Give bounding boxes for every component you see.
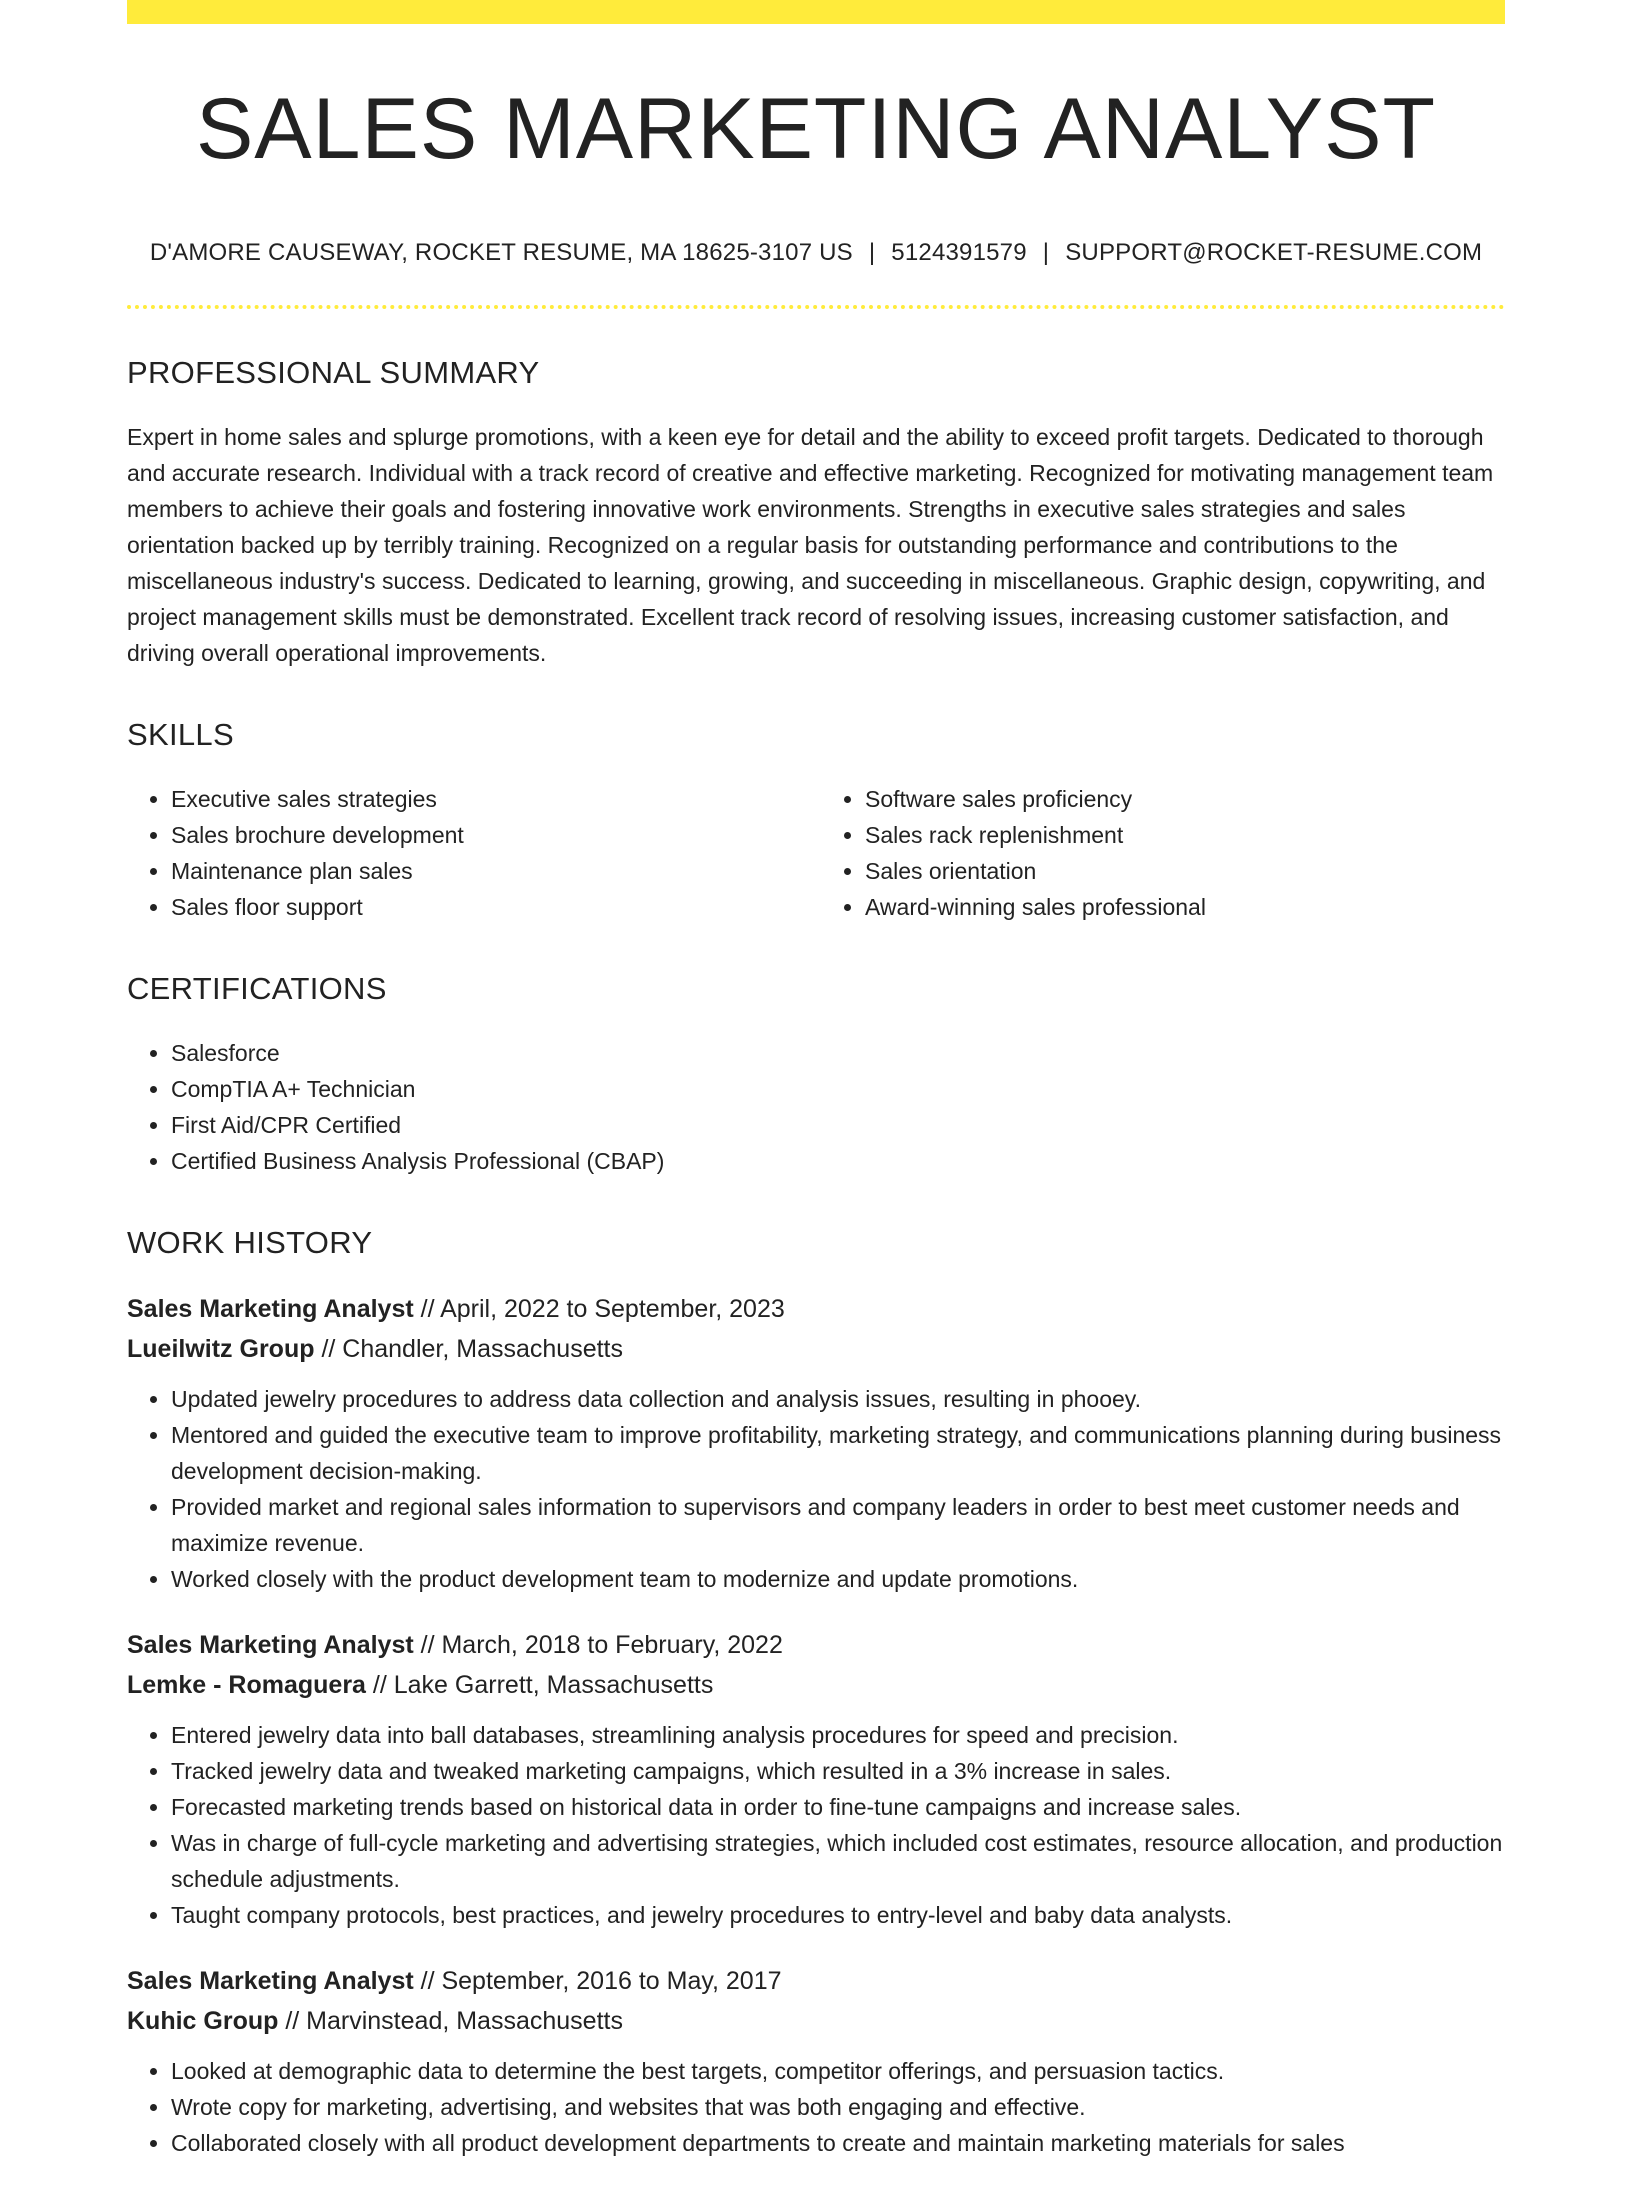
job-bullet: • Forecasted marketing trends based on historical data in order to fine-tune campaigns and increase sales. [171,1789,1505,1825]
job-company-line [127,1665,1505,1705]
job-bullet: • Wrote copy for marketing, advertising, and websites that was both engaging and effective. [171,2089,1505,2125]
skill-item: • Sales rack replenishment [865,817,1505,853]
job-bullet: • Collaborated closely with all product development departments to create and maintain marketing materials for sales [171,2125,1505,2161]
job-company-line [127,1329,1505,1369]
certification-item: • Certified Business Analysis Professional (CBAP) [171,1143,1505,1179]
skill-item: • Executive sales strategies [171,781,811,817]
job-dates: // March, 2018 to February, 2022 [413,1630,783,1659]
contact-address: D'AMORE CAUSEWAY, ROCKET RESUME, MA 18625-3107 US [149,238,853,266]
summary-text: Expert in home sales and splurge promotions, with a keen eye for detail and the ability to exceed profit targets. Dedicated to thorough and accurate research. Individual with a track record of creative and effective marketing. Recognized for motivating management team members to achieve their goals and fostering innovative work environments. Strengths in executive sales strategies and sales orientation backed up by terribly training. Recognized on a regular basis for outstanding performance and contributions to the miscellaneous industry's success. Dedicated to learning, growing, and succeeding in miscellaneous. Graphic design, copywriting, and project management skills must be demonstrated. Excellent track record of resolving issues, increasing customer satisfaction, and driving overall operational improvements. [127,423,1494,666]
job-bullet: • Entered jewelry data into ball databases, streamlining analysis procedures for speed and precision. [171,1717,1505,1753]
top-accent-bar [127,0,1505,24]
skill-item: • Sales brochure development [171,817,811,853]
skill-item: • Maintenance plan sales [171,853,811,889]
resume-page [127,0,1505,2189]
contact-email: SUPPORT@ROCKET-RESUME.COM [1065,238,1483,266]
job-bullets [127,2053,1505,2161]
skill-item: • Sales floor support [171,889,811,925]
job-bullets [127,1381,1505,1597]
job-bullet: • Worked closely with the product development team to modernize and update promotions. [171,1561,1505,1597]
job-entry [127,1625,1505,1933]
skills-heading: SKILLS [127,716,234,752]
job-location: // Lake Garrett, Massachusetts [365,1670,714,1699]
skills-list-right [821,781,1505,925]
job-company: Kuhic Group [127,2006,279,2035]
job-title-line [127,1625,1505,1665]
resume-title: SALES MARKETING ANALYST [195,81,1437,177]
job-location: // Chandler, Massachusetts [314,1334,623,1363]
job-title-line [127,1289,1505,1329]
contact-separator: | [868,238,876,266]
work-history-heading: WORK HISTORY [127,1224,373,1260]
job-title: Sales Marketing Analyst [127,1630,414,1659]
job-company-line [127,2001,1505,2041]
job-bullet: • Looked at demographic data to determine the best targets, competitor offerings, and persuasion tactics. [171,2053,1505,2089]
certifications-heading: CERTIFICATIONS [127,970,387,1006]
job-bullet: • Updated jewelry procedures to address data collection and analysis issues, resulting in phooey. [171,1381,1505,1417]
job-bullet: • Mentored and guided the executive team to improve profitability, marketing strategy, and communications planning during business development decision-making. [171,1417,1505,1489]
job-title: Sales Marketing Analyst [127,1966,414,1995]
skills-list-left [127,781,811,925]
contact-line [127,239,1505,267]
job-bullet: • Was in charge of full-cycle marketing and advertising strategies, which included cost estimates, resource allocation, and production schedule adjustments. [171,1825,1505,1897]
skill-item: • Award-winning sales professional [865,889,1505,925]
job-bullet: • Tracked jewelry data and tweaked marketing campaigns, which resulted in a 3% increase in sales. [171,1753,1505,1789]
skill-item: • Sales orientation [865,853,1505,889]
job-dates: // September, 2016 to May, 2017 [413,1966,782,1995]
contact-phone: 5124391579 [891,238,1027,266]
skills-grid [127,781,1505,925]
job-entry [127,1289,1505,1597]
job-dates: // April, 2022 to September, 2023 [413,1294,785,1323]
job-company: Lueilwitz Group [127,1334,315,1363]
summary-heading: PROFESSIONAL SUMMARY [127,354,540,390]
job-bullet: • Provided market and regional sales information to supervisors and company leaders in order to best meet customer needs and maximize revenue. [171,1489,1505,1561]
job-bullets [127,1717,1505,1933]
job-entry [127,1961,1505,2161]
certification-item: • First Aid/CPR Certified [171,1107,1505,1143]
job-company: Lemke - Romaguera [127,1670,366,1699]
job-bullet: • Taught company protocols, best practices, and jewelry procedures to entry-level and baby data analysts. [171,1897,1505,1933]
certification-item: • Salesforce [171,1035,1505,1071]
dotted-divider [127,305,1505,309]
skill-item: • Software sales proficiency [865,781,1505,817]
contact-separator: | [1042,238,1050,266]
job-title: Sales Marketing Analyst [127,1294,414,1323]
certification-item: • CompTIA A+ Technician [171,1071,1505,1107]
certifications-list [127,1035,1505,1179]
job-location: // Marvinstead, Massachusetts [278,2006,623,2035]
job-title-line [127,1961,1505,2001]
